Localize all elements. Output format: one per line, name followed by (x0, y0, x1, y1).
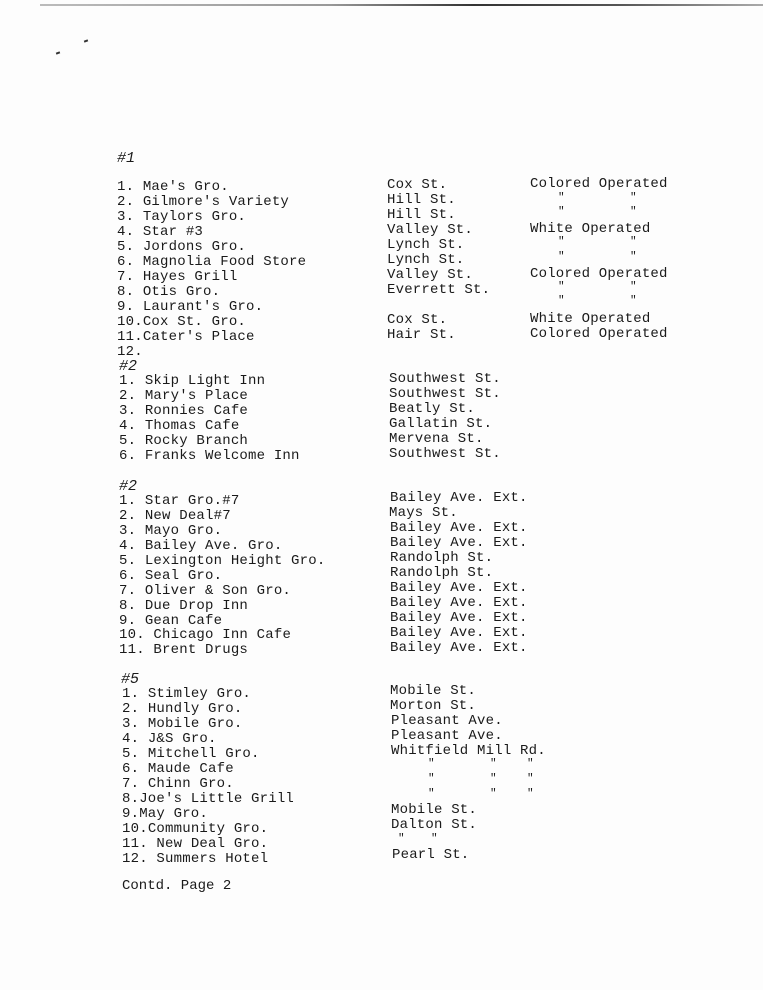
list-item: 11. Brent Drugs (119, 642, 249, 658)
list-item: 3. Mayo Gro. (119, 523, 223, 539)
list-item: 5. Rocky Branch (119, 433, 249, 449)
ditto-mark: " (490, 773, 497, 785)
street: Bailey Ave. Ext. (390, 625, 528, 641)
list-item: 1. Star Gro.#7 (119, 493, 240, 509)
list-item: 1. Stimley Gro. (122, 686, 252, 702)
street: Valley St. (387, 222, 474, 238)
street: Southwest St. (389, 446, 501, 462)
list-item: 9. Gean Cafe (119, 613, 223, 629)
section-heading-2b: #2 (119, 478, 138, 495)
ditto-mark: " (490, 788, 497, 800)
street: Hill St. (387, 192, 456, 208)
ditto-mark: " (630, 236, 637, 248)
street: Mobile St. (390, 683, 477, 699)
street: Hill St. (387, 207, 456, 223)
street: Bailey Ave. Ext. (390, 610, 528, 626)
ditto-mark: " (630, 206, 637, 218)
list-item: 11. New Deal Gro. (122, 836, 269, 852)
list-item: 7. Hayes Grill (117, 269, 238, 285)
operated-status: White Operated (530, 311, 651, 327)
street: Beatly St. (389, 401, 476, 417)
list-item: 11.Cater's Place (117, 329, 255, 345)
street: Pearl St. (392, 847, 470, 863)
list-item: 1. Skip Light Inn (119, 373, 266, 389)
list-item: 6. Franks Welcome Inn (119, 448, 300, 464)
list-item: 2. New Deal#7 (119, 508, 231, 524)
ditto-mark: " (527, 758, 534, 770)
ditto-mark: " (558, 251, 565, 263)
continued-note: Contd. Page 2 (122, 878, 232, 894)
list-item: 9. Laurant's Gro. (117, 299, 264, 315)
street: Randolph St. (390, 550, 494, 566)
list-item: 4. Star #3 (117, 224, 204, 240)
operated-status: White Operated (530, 221, 651, 237)
street: Pleasant Ave. (391, 713, 503, 729)
list-item: 9.May Gro. (122, 806, 209, 822)
ditto-mark: " (398, 833, 405, 845)
ditto-mark: " (490, 758, 497, 770)
ditto-mark: " (428, 758, 435, 770)
list-item: 6. Seal Gro. (119, 568, 223, 584)
street: Bailey Ave. Ext. (390, 520, 528, 536)
ditto-mark: " (630, 251, 637, 263)
scan-speck (84, 39, 88, 42)
street: Bailey Ave. Ext. (390, 535, 528, 551)
street: Whitfield Mill Rd. (391, 743, 546, 759)
ditto-mark: " (630, 281, 637, 293)
section-heading-5: #5 (121, 671, 140, 688)
section-heading-1: #1 (117, 150, 136, 167)
list-item: 5. Lexington Height Gro. (119, 553, 326, 569)
ditto-mark: " (431, 833, 438, 845)
ditto-mark: " (527, 773, 534, 785)
street: Randolph St. (390, 565, 494, 581)
list-item: 7. Chinn Gro. (122, 776, 234, 792)
scan-edge-line (40, 4, 763, 6)
ditto-mark: " (428, 788, 435, 800)
ditto-mark: " (527, 788, 534, 800)
street: Bailey Ave. Ext. (390, 490, 528, 506)
list-item: 3. Mobile Gro. (122, 716, 243, 732)
ditto-mark: " (428, 773, 435, 785)
street: Everrett St. (387, 282, 491, 298)
operated-status: Colored Operated (530, 266, 668, 282)
street: Morton St. (390, 698, 477, 714)
list-item: 8. Otis Gro. (117, 284, 221, 300)
ditto-mark: " (558, 192, 565, 204)
list-item: 6. Maude Cafe (122, 761, 234, 777)
street: Mobile St. (391, 802, 478, 818)
scan-speck (56, 51, 60, 54)
list-item: 2. Mary's Place (119, 388, 249, 404)
ditto-mark: " (558, 281, 565, 293)
list-item: 7. Oliver & Son Gro. (119, 583, 292, 599)
street: Mervena St. (389, 431, 484, 447)
list-item: 10. Chicago Inn Cafe (119, 627, 292, 643)
list-item: 4. Bailey Ave. Gro. (119, 538, 283, 554)
list-item: 10.Cox St. Gro. (117, 314, 247, 330)
street: Gallatin St. (389, 416, 493, 432)
street: Cox St. (387, 312, 448, 328)
ditto-mark: " (558, 206, 565, 218)
list-item: 2. Gilmore's Variety (117, 194, 290, 210)
street: Southwest St. (389, 371, 501, 387)
operated-status: Colored Operated (530, 176, 668, 192)
list-item: 3. Taylors Gro. (117, 209, 247, 225)
list-item: 5. Jordons Gro. (117, 239, 247, 255)
ditto-mark: " (630, 192, 637, 204)
list-item: 6. Magnolia Food Store (117, 254, 307, 270)
list-item: 12. Summers Hotel (122, 851, 269, 867)
street: Lynch St. (387, 252, 465, 268)
ditto-mark: " (558, 295, 565, 307)
list-item: 3. Ronnies Cafe (119, 403, 249, 419)
list-item: 1. Mae's Gro. (117, 179, 229, 195)
street: Mays St. (389, 505, 458, 521)
street: Pleasant Ave. (391, 728, 503, 744)
ditto-mark: " (558, 236, 565, 248)
street: Bailey Ave. Ext. (390, 640, 528, 656)
street: Valley St. (387, 267, 474, 283)
list-item: 4. J&S Gro. (122, 731, 217, 747)
list-item: 8.Joe's Little Grill (122, 791, 295, 807)
street: Bailey Ave. Ext. (390, 595, 528, 611)
list-item: 8. Due Drop Inn (119, 598, 249, 614)
street: Bailey Ave. Ext. (390, 580, 528, 596)
street: Southwest St. (389, 386, 501, 402)
street: Dalton St. (391, 817, 478, 833)
list-item: 4. Thomas Cafe (119, 418, 240, 434)
list-item: 5. Mitchell Gro. (122, 746, 260, 762)
street: Lynch St. (387, 237, 465, 253)
list-item: 10.Community Gro. (122, 821, 269, 837)
street: Cox St. (387, 177, 448, 193)
list-item: 2. Hundly Gro. (122, 701, 243, 717)
ditto-mark: " (630, 295, 637, 307)
list-item: 12. (117, 344, 143, 360)
section-heading-2a: #2 (119, 358, 138, 375)
street: Hair St. (387, 327, 456, 343)
operated-status: Colored Operated (530, 326, 668, 342)
